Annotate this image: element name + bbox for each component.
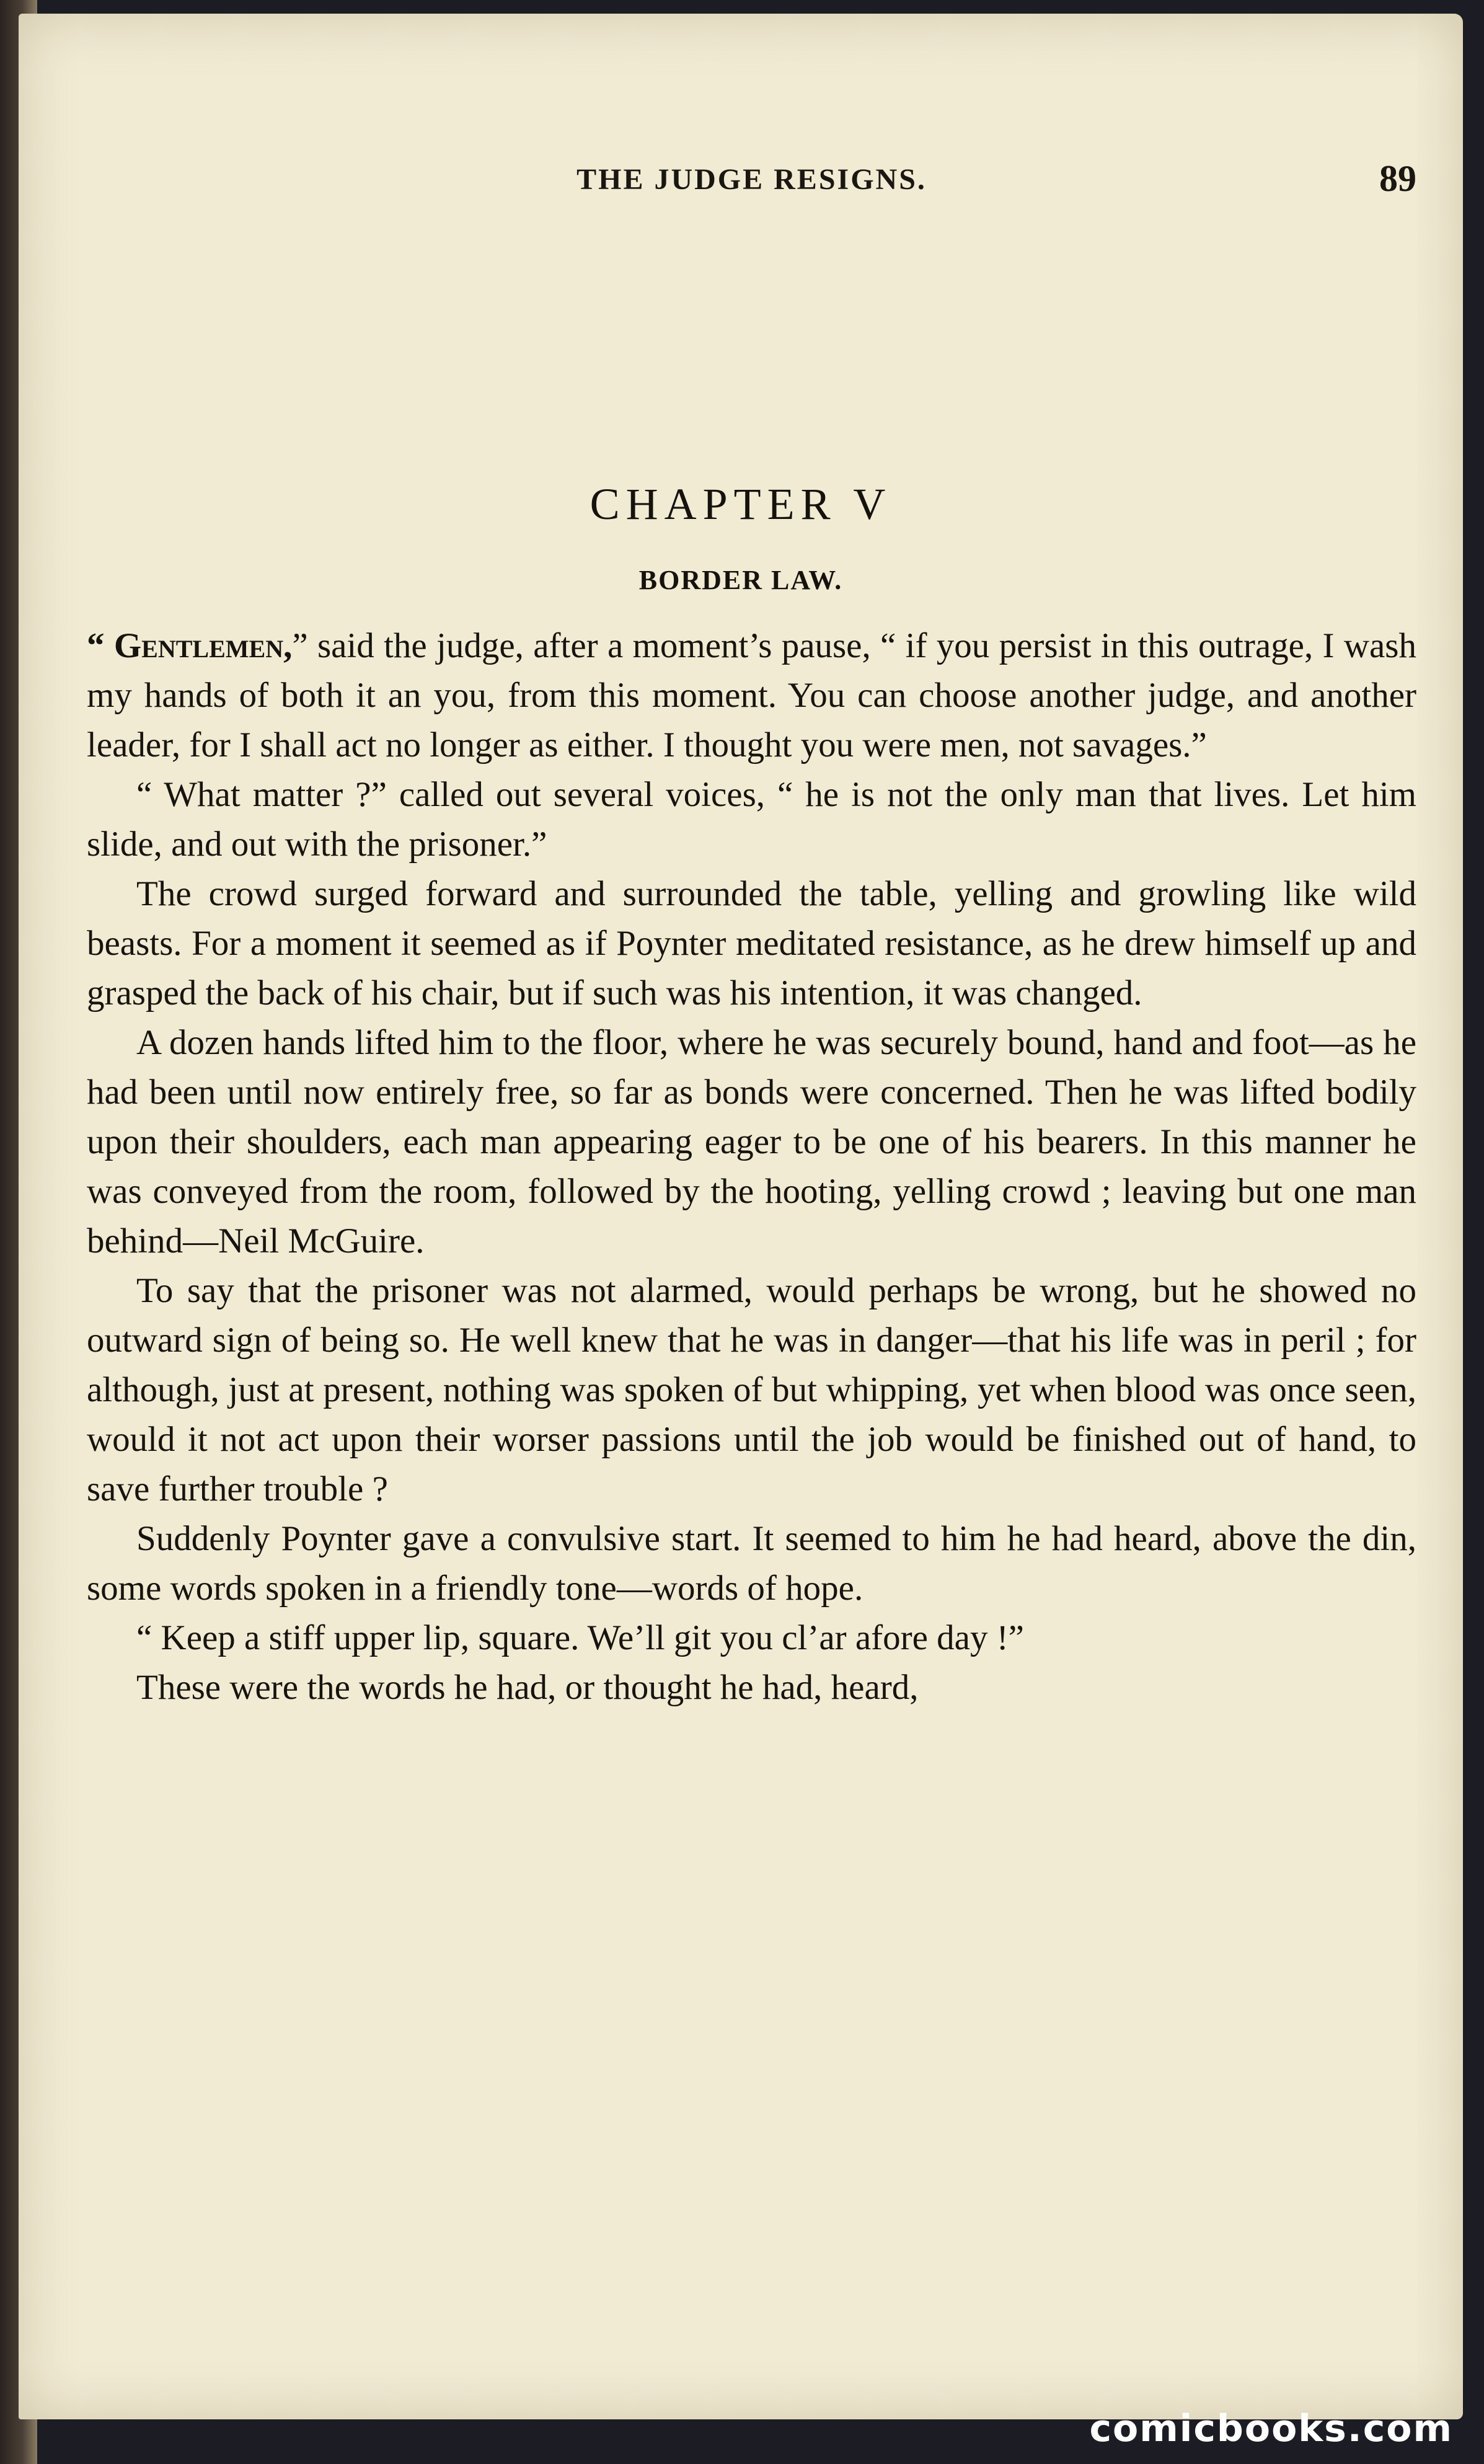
paragraph: These were the words he had, or thought he had, heard, [136,1668,919,1707]
paragraph: A dozen hands lifted him to the floor, where he was securely bound, hand and foot—as he had been until now entirely free, so far as bonds were concerned. Then he was lifted bodily upon their shoulders, each man appearing eager to be one of his bearers. In this manner he was conveyed from the room, followed by the hooting, yelling crowd ; leaving but one man behind—Neil McGuire. [87,1023,1416,1261]
paragraph [87,621,1416,770]
source-watermark: comicbooks.com [1089,2407,1453,2450]
paragraph: To say that the prisoner was not alarmed, would perhaps be wrong, but he showed no outward sign of being so. He well knew that he was in danger—that his life was in peril ; for although, just at present, nothing was spoken of but whipping, yet when blood was once seen, would it not act upon their worser passions until the job would be finished out of hand, to save further trouble ? [87,1271,1416,1509]
paragraph: “ What matter ?” called out several voices, “ he is not the only man that lives. Let him slide, and out with the prisoner.” [87,775,1416,864]
chapter-subtitle: BORDER LAW. [638,565,843,595]
paragraph-lead-smallcaps: “ Gentlemen, [87,626,293,665]
paragraph: “ Keep a stiff upper lip, square. We’ll git you cl’ar afore day !” [136,1618,1024,1657]
chapter-title: CHAPTER V [590,479,892,529]
page-number: 89 [1379,158,1416,199]
paragraph-text: ” said the judge, after a moment’s pause, “ if you persist in this outrage, I wash my hands of both it an you, from this moment. You can choose another judge, and another leader, for I shall act no longer as either. I thought you were men, not savages.” [87,626,1416,764]
body-text [87,621,1416,1713]
paragraph: The crowd surged forward and surrounded the table, yelling and growling like wild beasts. For a moment it seemed as if Poynter meditated resistance, as he drew himself up and grasped the back of his chair, but if such was his intention, it was changed. [87,874,1416,1013]
running-head-title: THE JUDGE RESIGNS. [576,163,927,196]
paragraph: Suddenly Poynter gave a convulsive start. It seemed to him he had heard, above the din, some words spoken in a friendly tone—words of hope. [87,1519,1416,1608]
running-head [87,158,1416,212]
book-page [19,14,1463,2419]
